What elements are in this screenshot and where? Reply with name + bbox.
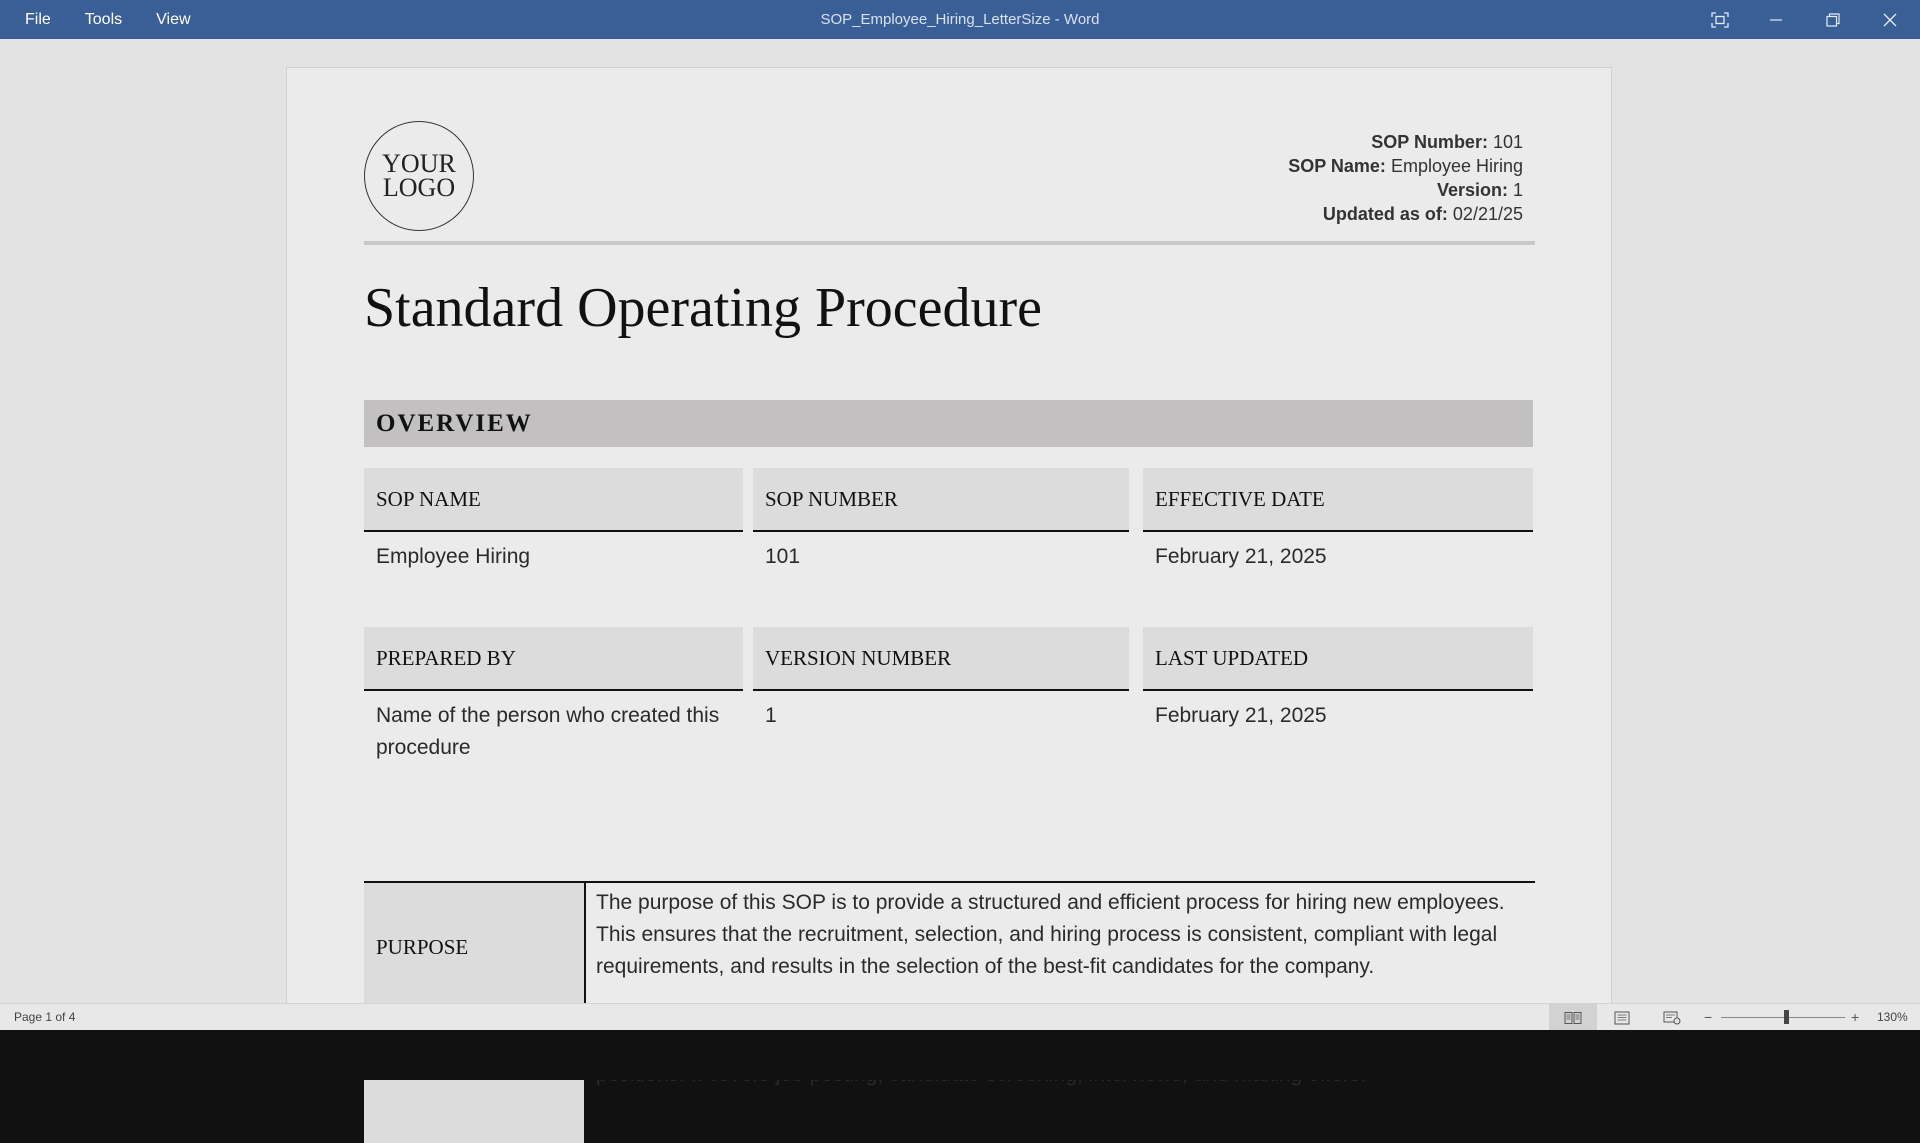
overview-value-sop-number: 101	[765, 545, 801, 568]
section-heading: OVERVIEW	[376, 410, 533, 437]
overview-value-last-updated: February 21, 2025	[1155, 704, 1327, 727]
restore-icon	[1826, 13, 1840, 27]
meta-sop-name: SOP Name: Employee Hiring	[1288, 156, 1523, 176]
minimize-button[interactable]	[1748, 0, 1804, 39]
page-count: Page 1 of 4	[14, 1010, 76, 1024]
status-bar	[0, 1003, 1920, 1031]
document-title: Standard Operating Procedure	[364, 277, 1042, 339]
zoom-level[interactable]: 130%	[1877, 1010, 1908, 1024]
table-column-divider	[584, 883, 586, 1019]
purpose-label: PURPOSE	[376, 935, 469, 959]
web-layout-button[interactable]	[1648, 1004, 1696, 1031]
menu-tools[interactable]: Tools	[84, 11, 123, 28]
meta-updated: Updated as of: 02/21/25	[1322, 204, 1523, 224]
zoom-in-button[interactable]: +	[1851, 1009, 1860, 1025]
logo-text: YOUR LOGO	[382, 149, 456, 202]
title-bar	[0, 0, 1920, 39]
overview-value-version-number: 1	[765, 704, 777, 727]
meta-sop-number: SOP Number: 101	[1371, 132, 1523, 152]
purpose-text: The purpose of this SOP is to provide a structured and efficient process for hiring new employees. This ensures that the recruitment, selection, and hiring process is consistent, compliant with legal requirements, and results in the selection of the best-fit candidates for the company.	[596, 891, 1505, 978]
document-workspace[interactable]	[0, 39, 1920, 1003]
menu-view[interactable]: View	[156, 11, 191, 28]
close-icon	[1883, 13, 1897, 27]
menu-file[interactable]: File	[25, 11, 51, 28]
overview-header-effective-date: EFFECTIVE DATE	[1143, 468, 1533, 532]
read-mode-icon	[1564, 1011, 1582, 1025]
sop-meta-block	[1288, 130, 1523, 226]
overview-value-sop-name: Employee Hiring	[376, 545, 531, 568]
print-layout-icon	[1614, 1011, 1630, 1025]
read-mode-button[interactable]	[1549, 1004, 1597, 1031]
overview-header-version-number: VERSION NUMBER	[753, 627, 1129, 691]
restore-button[interactable]	[1805, 0, 1861, 39]
zoom-slider[interactable]	[1721, 1017, 1845, 1018]
print-layout-button[interactable]	[1598, 1004, 1646, 1031]
overview-header-last-updated: LAST UPDATED	[1143, 627, 1533, 691]
overview-value-prepared-by: Name of the person who created this procedure	[376, 704, 720, 759]
focus-mode-icon	[1711, 12, 1729, 28]
overview-header-prepared-by: PREPARED BY	[364, 627, 743, 691]
zoom-out-button[interactable]: −	[1704, 1009, 1713, 1025]
header-divider	[364, 241, 1535, 245]
overview-header-sop-number: SOP NUMBER	[753, 468, 1129, 532]
close-button[interactable]	[1862, 0, 1918, 39]
minimize-icon	[1769, 13, 1783, 27]
zoom-slider-thumb[interactable]	[1784, 1010, 1789, 1024]
document-page[interactable]	[286, 67, 1612, 1069]
meta-version: Version: 1	[1436, 180, 1523, 200]
overview-header-sop-name: SOP NAME	[364, 468, 743, 532]
overview-value-effective-date: February 21, 2025	[1155, 545, 1327, 568]
section-heading-bar	[364, 400, 1533, 447]
window-title: SOP_Employee_Hiring_LetterSize - Word	[820, 11, 1100, 28]
focus-mode-button[interactable]	[1692, 0, 1748, 39]
purpose-label-cell	[364, 883, 584, 1019]
taskbar-area	[0, 1030, 1920, 1080]
logo-placeholder	[364, 121, 474, 231]
web-layout-icon	[1663, 1011, 1681, 1025]
